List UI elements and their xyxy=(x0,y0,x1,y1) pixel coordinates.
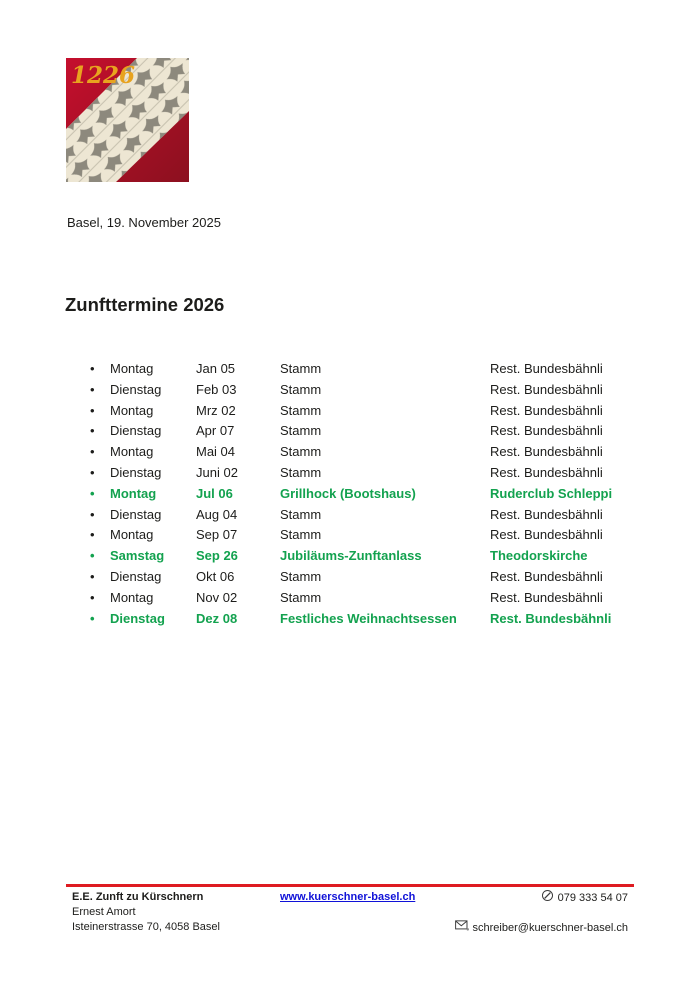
event-date: Sep 26 xyxy=(196,548,238,564)
event-location: Ruderclub Schleppi xyxy=(490,485,613,501)
event-day: Dienstag xyxy=(110,381,162,397)
event-location: Rest. Bundesbähnli xyxy=(490,527,603,543)
event-day: Montag xyxy=(110,361,154,376)
bullet-icon: • xyxy=(90,548,95,564)
event-day: Dienstag xyxy=(110,423,162,439)
event-row xyxy=(66,359,626,380)
event-date: Okt 06 xyxy=(196,568,235,584)
event-date: Nov 02 xyxy=(196,589,238,605)
event-day: Dienstag xyxy=(110,610,165,626)
event-location: Rest. Bundesbähnli xyxy=(490,361,603,376)
event-row xyxy=(66,525,626,546)
event-location: Rest. Bundesbähnli xyxy=(490,444,603,460)
event-row xyxy=(66,484,626,505)
crest-year-text: 1226 xyxy=(71,62,136,89)
email-icon xyxy=(455,920,469,936)
event-title: Stamm xyxy=(280,506,322,522)
event-date: Feb 03 xyxy=(196,381,237,397)
event-title: Jubiläums-Zunftanlass xyxy=(280,548,422,564)
bullet-icon: • xyxy=(90,464,95,480)
event-row xyxy=(66,442,626,463)
event-location: Rest. Bundesbähnli xyxy=(490,568,603,584)
event-location: Rest. Bundesbähnli xyxy=(490,610,612,626)
event-title: Stamm xyxy=(280,381,322,397)
event-day: Dienstag xyxy=(110,506,162,522)
event-day: Dienstag xyxy=(110,568,162,584)
bullet-icon: • xyxy=(90,402,95,418)
event-date: Apr 07 xyxy=(196,423,235,439)
bullet-icon: • xyxy=(90,381,95,397)
event-day: Montag xyxy=(110,402,154,418)
event-day: Samstag xyxy=(110,548,165,564)
crest-icon xyxy=(66,58,189,182)
footer-address: Isteinerstrasse 70, 4058 Basel xyxy=(72,921,220,933)
event-title: Grillhock (Bootshaus) xyxy=(280,485,416,501)
event-date: Mrz 02 xyxy=(196,402,236,418)
event-row xyxy=(66,609,626,630)
event-title: Stamm xyxy=(280,568,322,584)
footer-divider xyxy=(66,884,634,887)
event-day: Montag xyxy=(110,527,154,543)
event-location: Rest. Bundesbähnli xyxy=(490,402,603,418)
event-location: Rest. Bundesbähnli xyxy=(490,423,603,439)
event-location: Theodorskirche xyxy=(490,548,588,564)
bullet-icon: • xyxy=(90,568,95,584)
event-list xyxy=(66,359,626,629)
event-row xyxy=(66,505,626,526)
event-title: Stamm xyxy=(280,464,322,480)
event-row xyxy=(66,588,626,609)
event-date: Mai 04 xyxy=(196,444,236,460)
bullet-icon: • xyxy=(90,506,95,522)
date-line: Basel, 19. November 2025 xyxy=(67,215,221,230)
event-title: Festliches Weihnachtsessen xyxy=(280,610,457,626)
event-title: Stamm xyxy=(280,361,322,376)
footer-phone xyxy=(541,889,628,907)
event-title: Stamm xyxy=(280,423,322,439)
event-row xyxy=(66,567,626,588)
event-row xyxy=(66,380,626,401)
footer-email xyxy=(455,920,628,936)
event-title: Stamm xyxy=(280,527,322,543)
phone-icon xyxy=(541,889,554,907)
bullet-icon: • xyxy=(90,485,95,501)
footer-contact-name: Ernest Amort xyxy=(72,906,136,918)
event-day: Montag xyxy=(110,444,154,460)
bullet-icon: • xyxy=(90,527,95,543)
event-location: Rest. Bundesbähnli xyxy=(490,506,603,522)
bullet-icon: • xyxy=(90,423,95,439)
event-day: Montag xyxy=(110,485,157,501)
event-date: Dez 08 xyxy=(196,610,238,626)
event-location: Rest. Bundesbähnli xyxy=(490,381,603,397)
event-date: Jul 06 xyxy=(196,485,233,501)
event-title: Stamm xyxy=(280,589,322,605)
event-row xyxy=(66,463,626,484)
event-title: Stamm xyxy=(280,402,322,418)
website-link[interactable]: www.kuerschner-basel.ch xyxy=(280,891,416,903)
event-date: Juni 02 xyxy=(196,464,238,480)
event-title: Stamm xyxy=(280,444,322,460)
bullet-icon: • xyxy=(90,589,95,605)
event-row xyxy=(66,546,626,567)
event-row xyxy=(66,401,626,422)
event-date: Aug 04 xyxy=(196,506,238,522)
event-location: Rest. Bundesbähnli xyxy=(490,589,603,605)
event-date: Sep 07 xyxy=(196,527,238,543)
email-address: schreiber@kuerschner-basel.ch xyxy=(472,922,628,934)
event-row xyxy=(66,421,626,442)
event-location: Rest. Bundesbähnli xyxy=(490,464,603,480)
footer-org-name: E.E. Zunft zu Kürschnern xyxy=(72,891,204,903)
bullet-icon: • xyxy=(90,610,95,626)
event-date: Jan 05 xyxy=(196,361,236,376)
page-title: Zunfttermine 2026 xyxy=(65,294,225,315)
phone-number: 079 333 54 07 xyxy=(557,892,628,904)
bullet-icon: • xyxy=(90,444,95,460)
event-day: Montag xyxy=(110,589,154,605)
event-day: Dienstag xyxy=(110,464,162,480)
bullet-icon: • xyxy=(90,361,95,376)
guild-crest-logo xyxy=(66,58,189,182)
